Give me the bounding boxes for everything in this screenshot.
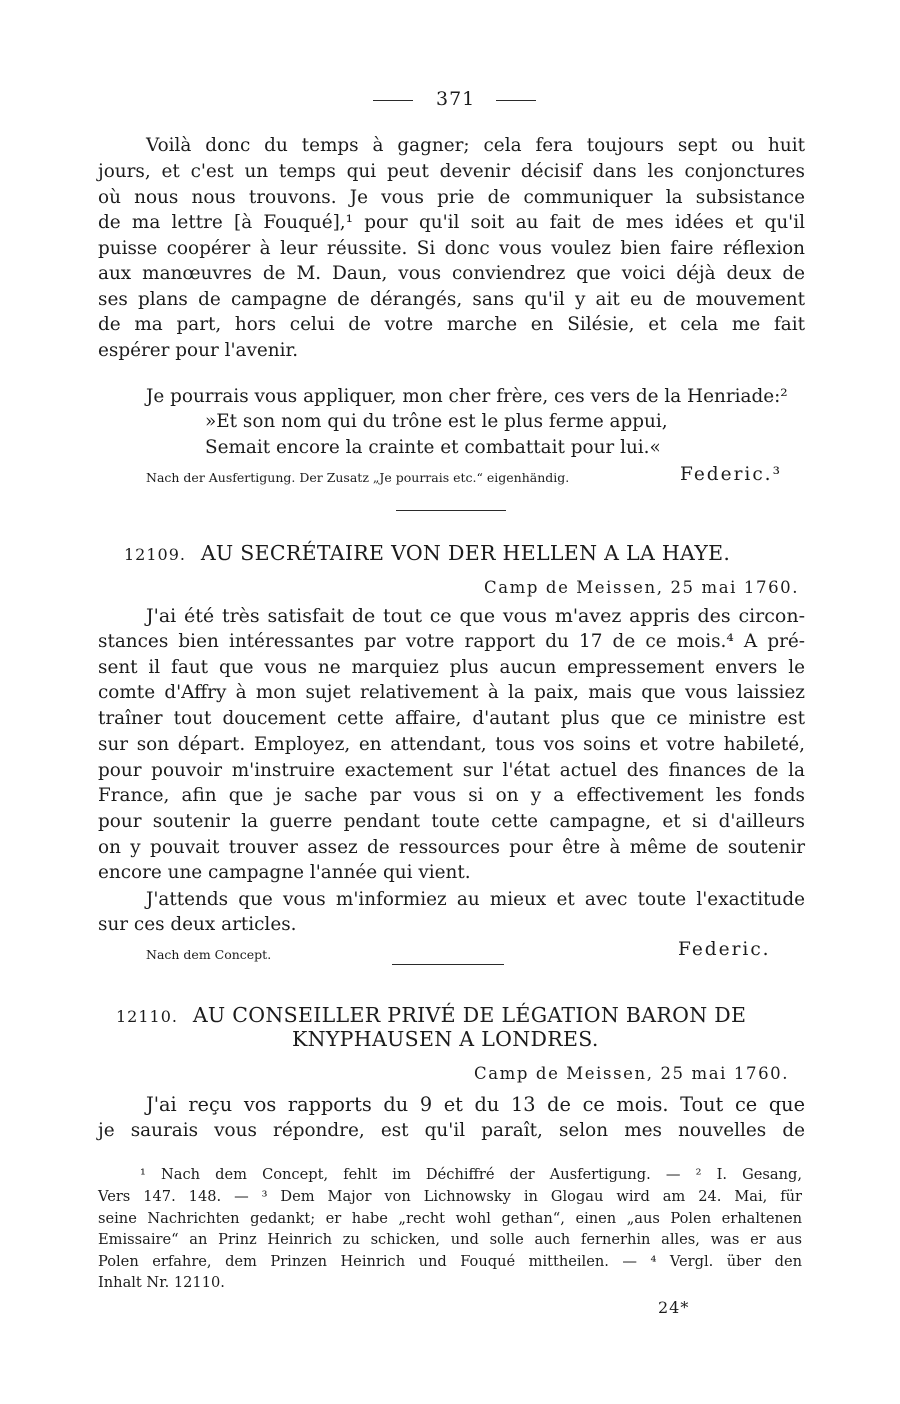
body-line: de ma lettre [à Fouqué],¹ pour qu'il soit au fait de mes idées et qu'il (98, 212, 805, 233)
body-line: où nous nous trouvons. Je vous prie de communiquer la subsistance (98, 187, 805, 208)
body-line: J'ai reçu vos rapports du 9 et du 13 de ce mois. Tout ce que (146, 1093, 805, 1116)
source-note: Nach dem Concept. (146, 947, 272, 962)
footnote-line: ¹ Nach dem Concept, fehlt im Déchiffré der Ausfertigung. — ² I. Gesang, (140, 1166, 802, 1183)
verse-line-2: Semait encore la crainte et combattait pour lui.« (205, 437, 661, 458)
letter-title-continued: KNYPHAUSEN A LONDRES. (292, 1027, 599, 1051)
body-line: J'attends que vous m'informiez au mieux et avec toute l'exactitude (146, 889, 805, 910)
body-line: encore une campagne l'année qui vient. (98, 862, 471, 883)
body-line: sur son départ. Employez, en attendant, tous vos soins et votre habileté, (98, 734, 805, 755)
footnote-line: Emissaire“ an Prinz Heinrich zu schicken, und solle auch fernerhin alles, was er aus (98, 1231, 802, 1248)
body-line: je saurais vous répondre, est qu'il paraît, selon mes nouvelles de (98, 1120, 805, 1141)
body-line: de ma part, hors celui de votre marche en Silésie, et cela me fait (98, 314, 805, 335)
body-line: pour pouvoir m'instruire exactement sur l'état actuel des finances de la (98, 760, 805, 781)
body-line: puisse coopérer à leur réussite. Si donc vous voulez bien faire réflexion (98, 238, 805, 259)
body-line: traîner tout doucement cette affaire, d'autant plus que ce ministre est (98, 708, 805, 729)
body-line: jours, et c'est un temps qui peut devenir décisif dans les conjonctures (98, 161, 805, 182)
footnote-line: Inhalt Nr. 12110. (98, 1274, 225, 1291)
header-rule-right (496, 100, 536, 101)
place-date: Camp de Meissen, 25 mai 1760. (484, 578, 800, 597)
header-rule-left (373, 100, 413, 101)
body-line: sur ces deux articles. (98, 914, 297, 935)
verse-intro: Je pourrais vous appliquer, mon cher frère, ces vers de la Henriade:² (146, 386, 788, 407)
body-line: Voilà donc du temps à gagner; cela fera toujours sept ou huit (146, 135, 805, 156)
verse-line-1: »Et son nom qui du trône est le plus ferme appui, (205, 411, 668, 432)
body-line: comte d'Affry à mon sujet relativement à la paix, mais que vous laissiez (98, 682, 805, 703)
body-line: stances bien intéressantes par votre rapport du 17 de ce mois.⁴ A pré- (98, 631, 805, 652)
section-divider (396, 510, 506, 511)
body-line: aux manœuvres de M. Daun, vous conviendrez que voici déjà deux de (98, 263, 805, 284)
signature-mark: 24* (658, 1298, 690, 1317)
body-line: sent il faut que vous ne marquiez plus aucun empressement envers le (98, 657, 805, 678)
body-line: J'ai été très satisfait de tout ce que vous m'avez appris des circon- (146, 605, 805, 627)
body-line: on y pouvait trouver assez de ressources pour être à même de soutenir (98, 837, 805, 858)
signature: Federic. (678, 939, 771, 960)
body-line: ses plans de campagne de dérangés, sans qu'il y ait eu de mouvement (98, 289, 805, 310)
footnote-line: Polen erfahre, dem Prinzen Heinrich und Fouqué mittheilen. — ⁴ Vergl. über den (98, 1253, 802, 1270)
body-line: France, afin que je sache par vous si on y a effectivement les fonds (98, 785, 805, 806)
letter-number: 12110. (116, 1007, 178, 1026)
footnote-line: Vers 147. 148. — ³ Dem Major von Lichnowsky in Glogau wird am 24. Mai, für (98, 1188, 802, 1205)
letter-title: AU CONSEILLER PRIVÉ DE LÉGATION BARON DE (192, 1003, 747, 1027)
section-divider (392, 964, 504, 965)
letter-title: AU SECRÉTAIRE VON DER HELLEN A LA HAYE. (200, 541, 731, 565)
footnote-line: seine Nachrichten gedankt; er habe „recht wohl gethan“, einen „aus Polen erhaltenen (98, 1210, 802, 1227)
page-number: 371 (436, 88, 476, 110)
letter-heading (124, 541, 730, 565)
letter-number: 12109. (124, 545, 186, 564)
place-date: Camp de Meissen, 25 mai 1760. (474, 1064, 790, 1083)
letter-heading (116, 1003, 746, 1027)
signature: Federic.³ (680, 464, 782, 485)
body-line: espérer pour l'avenir. (98, 340, 299, 361)
body-line: pour soutenir la guerre pendant toute cette campagne, et si d'ailleurs (98, 811, 805, 832)
source-note: Nach der Ausfertigung. Der Zusatz „Je pourrais etc.“ eigenhändig. (146, 470, 570, 485)
